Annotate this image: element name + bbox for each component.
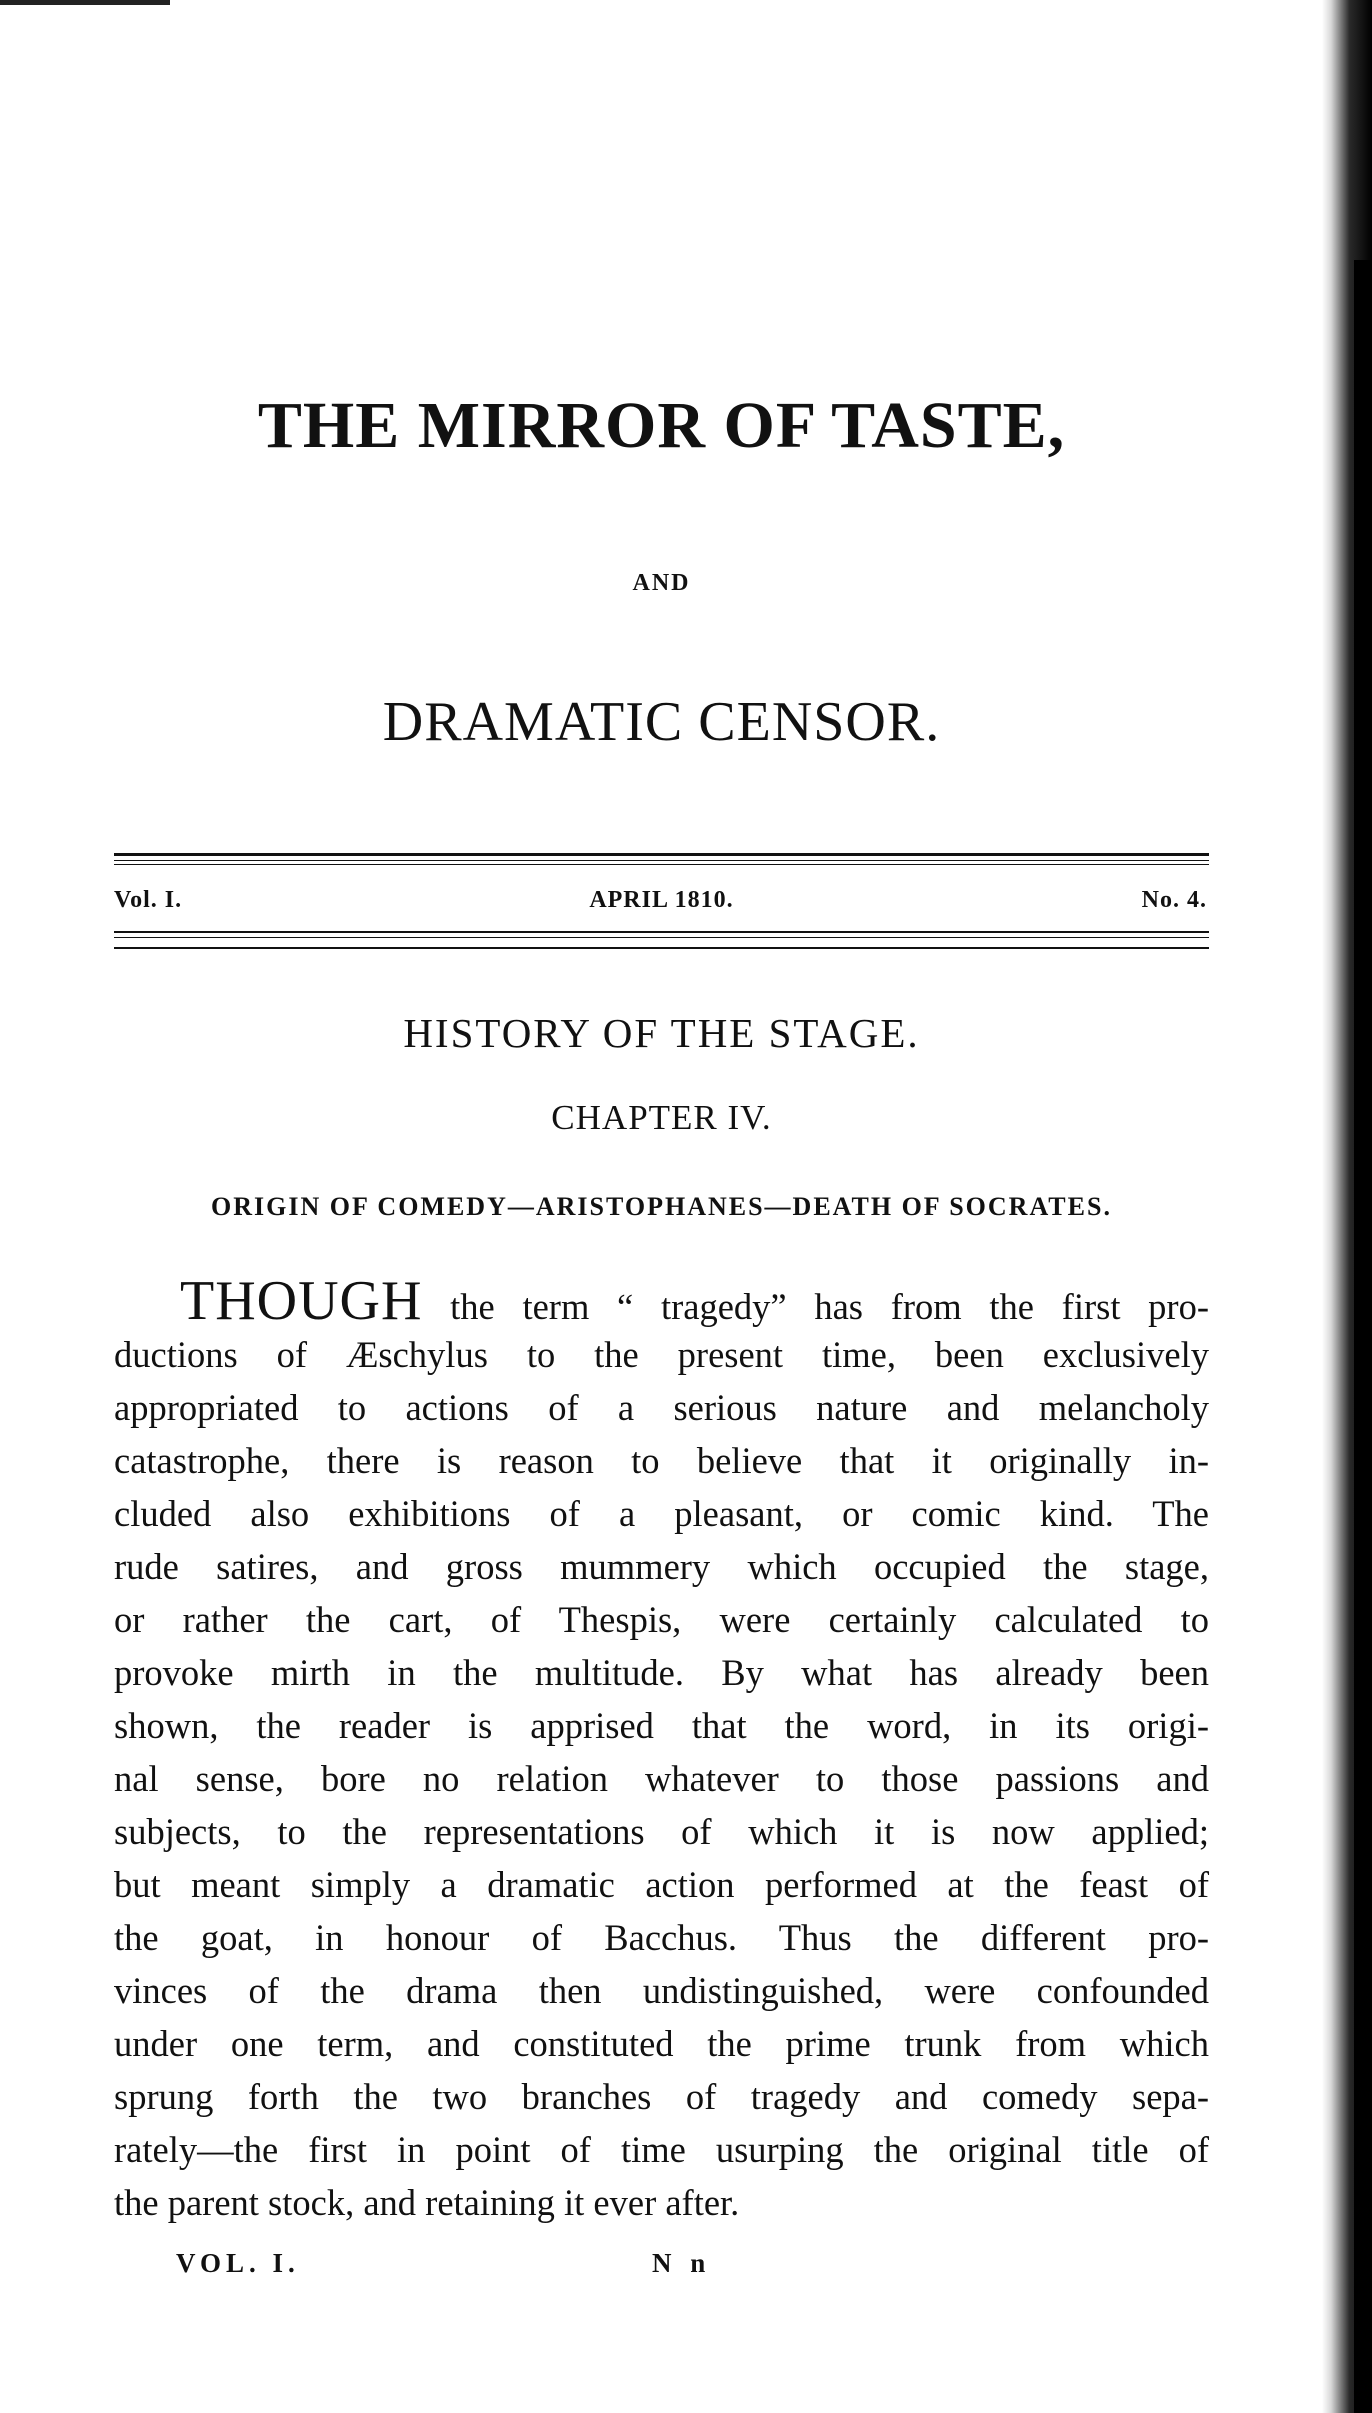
body-line: sprung forth the two branches of tragedy and comedy sepa- [114,2076,1209,2117]
body-paragraph [114,1270,1209,2229]
masthead-subtitle: DRAMATIC CENSOR. [382,691,941,753]
rule-top-thin-1 [114,860,1209,861]
rule-bottom-1 [114,931,1209,933]
body-line: rude satires, and gross mummery which occupied the stage, [114,1546,1209,1587]
body-line: vinces of the drama then undistinguished, were confounded [114,1970,1209,2011]
issue-volume: Vol. I. [114,887,183,913]
masthead-conjunction: AND [632,570,691,596]
body-line: cluded also exhibitions of a pleasant, or comic kind. The [114,1493,1209,1534]
body-line: but meant simply a dramatic action performed at the feast of [114,1864,1209,1905]
issue-line [114,887,1209,923]
rule-bottom-3 [114,947,1209,949]
issue-date: APRIL 1810. [589,887,734,913]
body-line: nal sense, bore no relation whatever to those passions and [114,1758,1209,1799]
rule-top-thick [114,853,1209,856]
body-line: appropriated to actions of a serious nature and melancholy [114,1387,1209,1428]
chapter-heading: CHAPTER IV. [551,1098,772,1137]
rule-top-thin-2 [114,864,1209,865]
body-line: provoke mirth in the multitude. By what has already been [114,1652,1209,1693]
body-line: rately—the first in point of time usurping the original title of [114,2129,1209,2170]
footer-volume-mark: VOL. I. [176,2248,300,2278]
body-line: under one term, and constituted the prime trunk from which [114,2023,1209,2064]
body-line: the goat, in honour of Bacchus. Thus the different pro- [114,1917,1209,1958]
body-line: catastrophe, there is reason to believe that it originally in- [114,1440,1209,1481]
rule-bottom-2 [114,937,1209,938]
footer-signature-mark: N n [652,2248,712,2278]
body-line: shown, the reader is apprised that the word, in its origi- [114,1705,1209,1746]
body-line [114,1270,1209,1332]
chapter-summary: ORIGIN OF COMEDY—ARISTOPHANES—DEATH OF SOCRATES. [211,1192,1112,1221]
body-line: ductions of Æschylus to the present time, been exclusively [114,1334,1209,1375]
page [114,0,1209,2413]
page-edge-dark [1354,260,1372,2413]
body-line: or rather the cart, of Thespis, were certainly calculated to [114,1599,1209,1640]
issue-number: No. 4. [1141,887,1207,913]
body-line-text: the term “ tragedy” has from the first pro- [422,1286,1209,1327]
body-line: subjects, to the representations of which it is now applied; [114,1811,1209,1852]
drop-cap-word: THOUGH [180,1270,423,1332]
body-line-last: the parent stock, and retaining it ever after. [114,2182,740,2223]
article-title: HISTORY OF THE STAGE. [403,1010,920,1056]
masthead-title: THE MIRROR OF TASTE, [257,389,1066,462]
